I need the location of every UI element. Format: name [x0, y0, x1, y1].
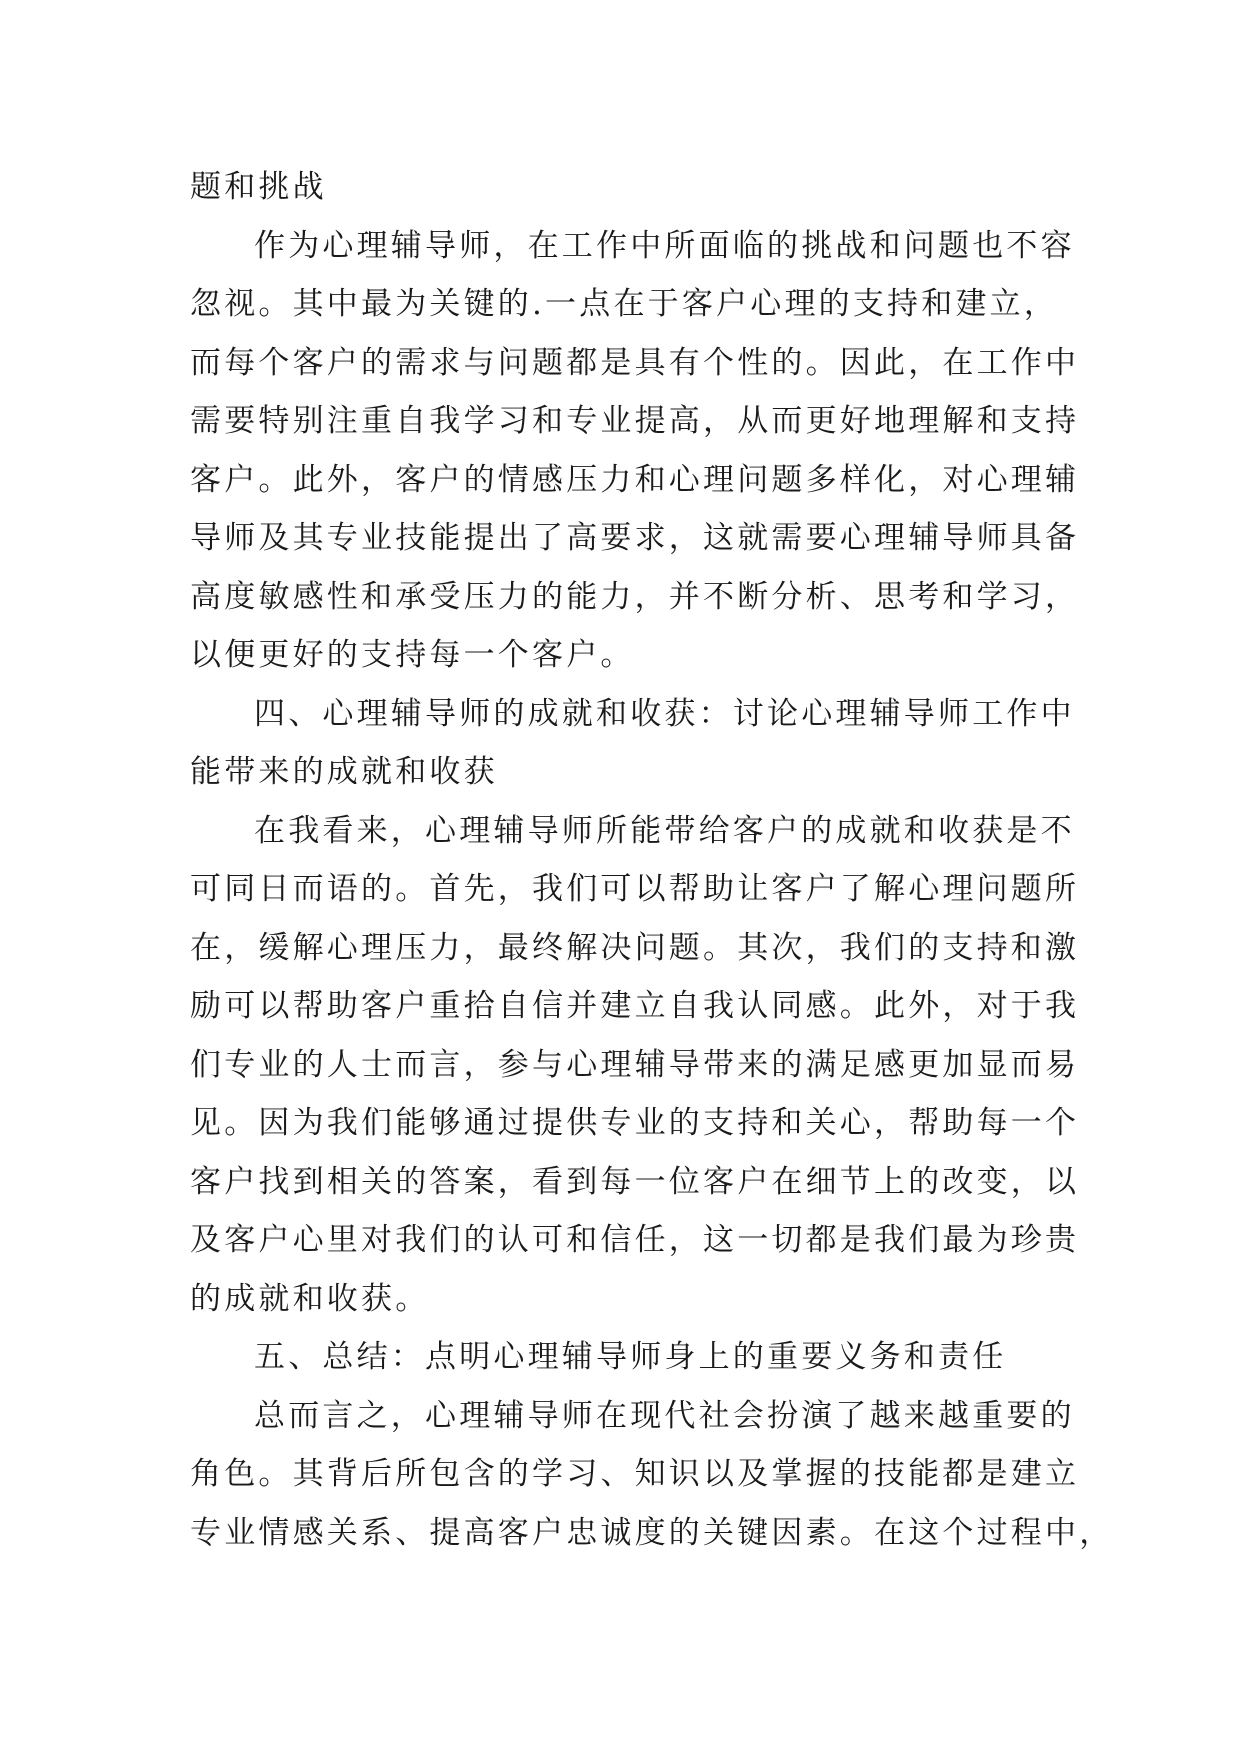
text-line: 能带来的成就和收获 [190, 754, 498, 790]
text-line: 四、心理辅导师的成就和收获：讨论心理辅导师工作中 [254, 695, 1075, 732]
text-line: 专业情感关系、提高客户忠诚度的关键因素。在这个过程中， [190, 1514, 1114, 1551]
text-line: 在我看来，心理辅导师所能带给客户的成就和收获是不 [254, 812, 1075, 849]
section-heading-summary [190, 1328, 1070, 1387]
text-line: 见。因为我们能够通过提供专业的支持和关心，帮助每一个 [190, 1105, 1080, 1141]
text-line: 而每个客户的需求与问题都是具有个性的。因此，在工作中 [190, 344, 1080, 381]
text-line: 总而言之，心理辅导师在现代社会扮演了越来越重要的 [254, 1397, 1075, 1434]
text-line: 们专业的人士而言，参与心理辅导带来的满足感更加显而易 [190, 1046, 1080, 1083]
document-body [190, 158, 1114, 1562]
paragraph-summary [190, 1387, 1114, 1563]
text-line: 及客户心里对我们的认可和信任，这一切都是我们最为珍贵 [190, 1222, 1080, 1258]
text-line: 题和挑战 [190, 169, 327, 205]
text-line: 在，缓解心理压力，最终解决问题。其次，我们的支持和激 [190, 929, 1080, 966]
text-line: 可同日而语的。首先，我们可以帮助让客户了解心理问题所 [190, 871, 1080, 907]
paragraph-achievements [190, 802, 1080, 1329]
text-line: 高度敏感性和承受压力的能力，并不断分析、思考和学习， [190, 578, 1080, 615]
text-line: 五、总结：点明心理辅导师身上的重要义务和责任 [254, 1339, 1007, 1375]
text-line: 以便更好的支持每一个客户。 [190, 637, 635, 673]
text-line: 客户找到相关的答案，看到每一位客户在细节上的改变，以 [190, 1163, 1080, 1200]
paragraph-heading-continuation [190, 158, 1070, 217]
section-heading-achievements [190, 685, 1075, 802]
text-line: 励可以帮助客户重拾自信并建立自我认同感。此外，对于我 [190, 988, 1080, 1024]
text-line: 客户。此外，客户的情感压力和心理问题多样化，对心理辅 [190, 461, 1080, 498]
text-line: 角色。其背后所包含的学习、知识以及掌握的技能都是建立 [190, 1456, 1080, 1492]
text-line: 作为心理辅导师，在工作中所面临的挑战和问题也不容 [254, 227, 1075, 264]
paragraph-challenges [190, 217, 1080, 685]
text-line: 的成就和收获。 [190, 1280, 430, 1317]
text-line: 导师及其专业技能提出了高要求，这就需要心理辅导师具备 [190, 520, 1080, 556]
text-line: 需要特别注重自我学习和专业提高，从而更好地理解和支持 [190, 403, 1080, 439]
text-line: 忽视。其中最为关键的.一点在于客户心理的支持和建立， [190, 286, 1059, 322]
